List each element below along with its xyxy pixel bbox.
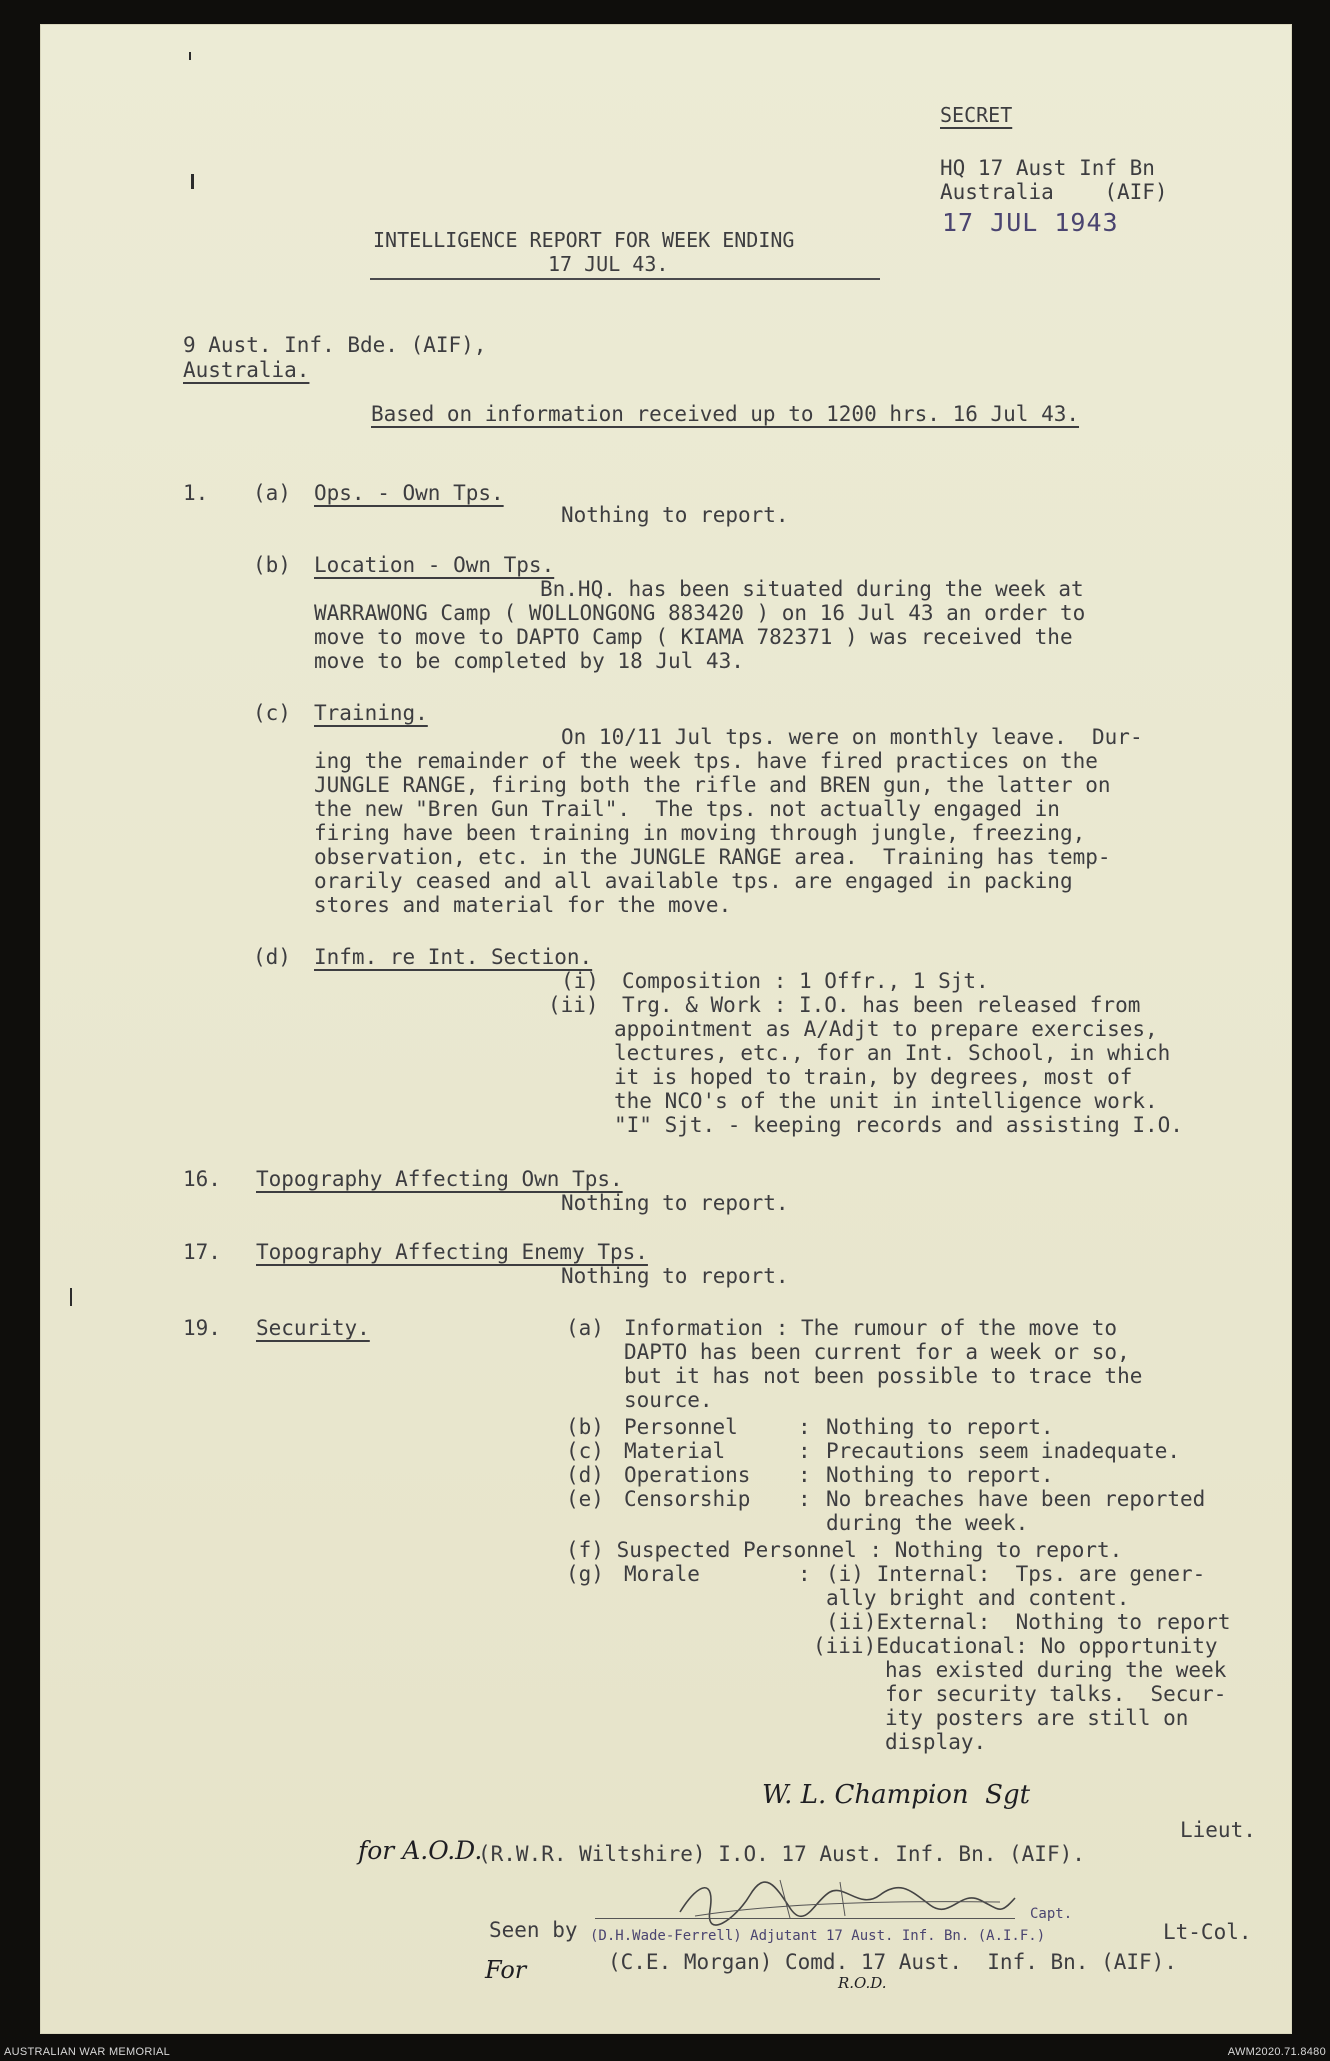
item-heading: Location - Own Tps.: [314, 553, 555, 577]
item-label: (b): [566, 1415, 604, 1439]
ink-mark: [70, 1288, 72, 1306]
seen-by-label: Seen by: [489, 1918, 578, 1942]
address-line-1: HQ 17 Aust Inf Bn: [940, 156, 1155, 180]
item-label: (a): [253, 481, 291, 505]
signatory-line: (R.W.R. Wiltshire) I.O. 17 Aust. Inf. Bn. (AIF).: [478, 1842, 1085, 1866]
section-number: 17.: [183, 1240, 221, 1264]
paragraph-line: move to move to DAPTO Camp ( KIAMA 782371 ) was received the: [314, 625, 1073, 649]
ink-mark: [189, 52, 191, 60]
sub-item-text: lectures, etc., for an Int. School, in which: [614, 1041, 1171, 1065]
security-row-value: Nothing to report.: [826, 1415, 1054, 1439]
security-row-value: Nothing to report.: [826, 1463, 1054, 1487]
item-heading: Infm. re Int. Section.: [314, 945, 593, 969]
sub-item-text: the NCO's of the unit in intelligence work.: [614, 1089, 1158, 1113]
section-heading: Topography Affecting Enemy Tps.: [256, 1240, 648, 1264]
handwritten-for-note: for A.O.D.: [358, 1836, 483, 1865]
address-line-2: Australia (AIF): [940, 180, 1168, 204]
morale-line: for security talks. Secur-: [885, 1682, 1227, 1706]
item-label: (g): [566, 1562, 604, 1586]
security-text: DAPTO has been current for a week or so,: [624, 1340, 1130, 1364]
section-number: 19.: [183, 1316, 221, 1340]
security-row-name: Morale: [624, 1562, 700, 1586]
morale-line: ally bright and content.: [826, 1586, 1130, 1610]
item-heading: Training.: [314, 701, 428, 725]
security-text: but it has not been possible to trace the: [624, 1364, 1143, 1388]
sub-item-text: "I" Sjt. - keeping records and assisting I.O.: [614, 1113, 1183, 1137]
handwritten-initials: R.O.D.: [838, 1974, 887, 1992]
security-row-name: Material: [624, 1439, 726, 1463]
paragraph-line: observation, etc. in the JUNGLE RANGE area. Training has temp-: [314, 845, 1111, 869]
security-row-sep: :: [798, 1439, 811, 1463]
paragraph-line: orarily ceased and all available tps. are engaged in packing: [314, 869, 1073, 893]
sub-item-label: (ii): [548, 993, 599, 1017]
scribbled-signature: [640, 1870, 1030, 1930]
item-label: (a): [566, 1316, 604, 1340]
report-title-date: 17 JUL 43.: [548, 252, 669, 276]
paragraph-line: the new "Bren Gun Trail". The tps. not actually engaged in: [314, 797, 1060, 821]
morale-line: (ii)External: Nothing to report: [826, 1610, 1231, 1634]
recipient-line-2: Australia.: [183, 358, 310, 382]
section-heading: Security.: [256, 1316, 370, 1340]
security-row-value: No breaches have been reported: [826, 1487, 1206, 1511]
morale-line: ity posters are still on: [885, 1706, 1189, 1730]
security-row-value: Precautions seem inadequate.: [826, 1439, 1181, 1463]
stamp-adjutant: (D.H.Wade-Ferrell) Adjutant 17 Aust. Inf. Bn. (A.I.F.): [590, 1928, 1046, 1944]
item-label: (d): [253, 945, 291, 969]
sub-item-label: (i): [561, 969, 599, 993]
paragraph-line: ing the remainder of the week tps. have fired practices on the: [314, 749, 1098, 773]
handwritten-for: For: [485, 1956, 527, 1984]
footer-source: AUSTRALIAN WAR MEMORIAL: [4, 2046, 171, 2058]
item-text: Nothing to report.: [561, 503, 789, 527]
security-row-sep: :: [798, 1463, 811, 1487]
morale-line: has existed during the week: [885, 1658, 1227, 1682]
sub-item-text: appointment as A/Adjt to prepare exercises,: [614, 1017, 1158, 1041]
security-row-name: Personnel: [624, 1415, 738, 1439]
recipient-line-1: 9 Aust. Inf. Bde. (AIF),: [183, 333, 487, 357]
section-text: Nothing to report.: [561, 1264, 789, 1288]
security-row-name: Censorship: [624, 1487, 751, 1511]
security-row: (f) Suspected Personnel : Nothing to report.: [566, 1538, 1123, 1562]
information-basis: Based on information received up to 1200 hrs. 16 Jul 43.: [371, 402, 1080, 426]
security-text: source.: [624, 1388, 713, 1412]
paragraph-line: stores and material for the move.: [314, 893, 732, 917]
item-label: (c): [253, 701, 291, 725]
morale-line: display.: [885, 1730, 987, 1754]
stamp-rule: [595, 1918, 1015, 1919]
section-text: Nothing to report.: [561, 1191, 789, 1215]
paragraph-line: firing have been training in moving through jungle, freezing,: [314, 821, 1086, 845]
classification-label: SECRET: [940, 103, 1013, 127]
sub-item-text: Trg. & Work : I.O. has been released from: [622, 993, 1141, 1017]
security-row-sep: :: [798, 1562, 811, 1586]
handwritten-signature: W. L. Champion Sgt: [762, 1780, 1031, 1810]
rank-label: Lt-Col.: [1163, 1920, 1252, 1944]
date-stamp: 17 JUL 1943: [942, 208, 1119, 237]
sub-item-text: it is hoped to train, by degrees, most of: [614, 1065, 1133, 1089]
item-heading: Ops. - Own Tps.: [314, 481, 504, 505]
security-text: Information : The rumour of the move to: [624, 1316, 1118, 1340]
security-row-sep: :: [798, 1487, 811, 1511]
item-label: (b): [253, 553, 291, 577]
item-label: (d): [566, 1463, 604, 1487]
section-heading: Topography Affecting Own Tps.: [256, 1167, 623, 1191]
ink-mark: [191, 174, 194, 189]
morale-line: (iii)Educational: No opportunity: [813, 1634, 1218, 1658]
stamp-capt: Capt.: [1030, 1906, 1073, 1922]
item-label: (e): [566, 1487, 604, 1511]
paragraph-line: move to be completed by 18 Jul 43.: [314, 649, 744, 673]
item-label: (c): [566, 1439, 604, 1463]
security-row-sep: :: [798, 1415, 811, 1439]
section-number: 1.: [183, 481, 209, 505]
section-number: 16.: [183, 1167, 221, 1191]
security-row-name: Operations: [624, 1463, 751, 1487]
paragraph-line: JUNGLE RANGE, firing both the rifle and BREN gun, the latter on: [314, 773, 1111, 797]
report-title: INTELLIGENCE REPORT FOR WEEK ENDING: [373, 228, 795, 252]
title-rule: [370, 278, 880, 280]
paragraph-line: WARRAWONG Camp ( WOLLONGONG 883420 ) on 16 Jul 43 an order to: [314, 601, 1086, 625]
morale-line: (i) Internal: Tps. are gener-: [826, 1562, 1206, 1586]
sub-item-text: Composition : 1 Offr., 1 Sjt.: [622, 969, 989, 993]
footer-accession: AWM2020.71.8480: [1227, 2046, 1326, 2058]
rank-label: Lieut.: [1180, 1818, 1256, 1842]
paragraph-line: On 10/11 Jul tps. were on monthly leave. Dur-: [561, 725, 1143, 749]
security-row-value: during the week.: [826, 1511, 1029, 1535]
paragraph-line: Bn.HQ. has been situated during the week at: [540, 577, 1084, 601]
signatory-line: (C.E. Morgan) Comd. 17 Aust. Inf. Bn. (AIF).: [608, 1950, 1177, 1974]
